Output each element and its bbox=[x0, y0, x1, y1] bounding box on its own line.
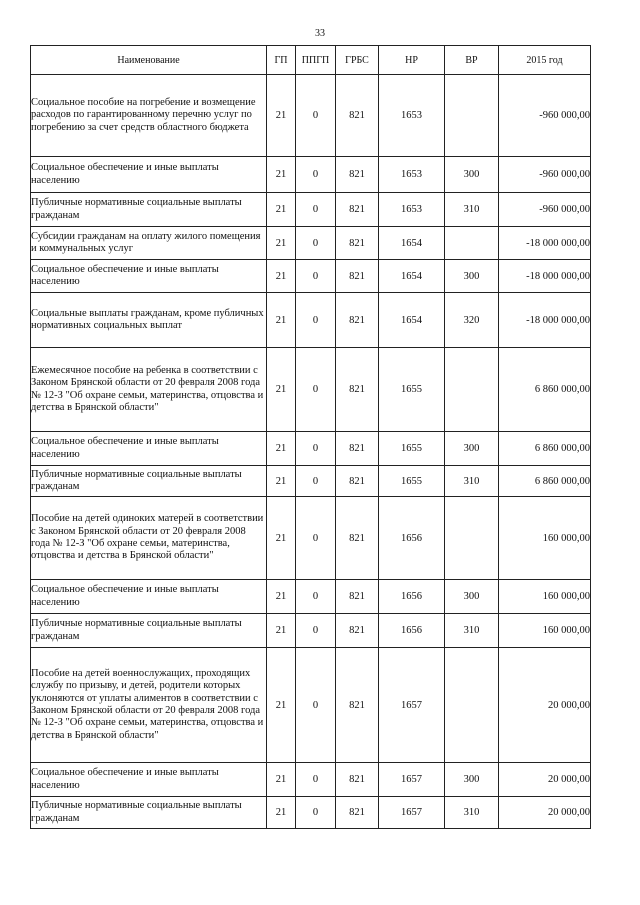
row-name: Социальное обеспечение и иные выплаты населению bbox=[31, 432, 267, 466]
table-row bbox=[31, 75, 591, 157]
row-nr: 1653 bbox=[379, 75, 445, 157]
header-gp: ГП bbox=[267, 46, 296, 75]
table-row bbox=[31, 348, 591, 432]
header-grbs: ГРБС bbox=[336, 46, 379, 75]
row-gp: 21 bbox=[267, 260, 296, 293]
row-name: Социальное обеспечение и иные выплаты населению bbox=[31, 157, 267, 193]
row-grbs: 821 bbox=[336, 797, 379, 829]
page-number: 33 bbox=[315, 28, 325, 39]
row-nr: 1654 bbox=[379, 260, 445, 293]
table-row bbox=[31, 157, 591, 193]
row-vr bbox=[445, 497, 499, 580]
row-nr: 1653 bbox=[379, 193, 445, 227]
row-amount: 6 860 000,00 bbox=[499, 348, 591, 432]
row-gp: 21 bbox=[267, 157, 296, 193]
row-vr: 300 bbox=[445, 260, 499, 293]
row-name: Публичные нормативные социальные выплаты гражданам bbox=[31, 797, 267, 829]
row-name: Социальное обеспечение и иные выплаты населению bbox=[31, 580, 267, 614]
table-row bbox=[31, 260, 591, 293]
row-amount: 6 860 000,00 bbox=[499, 432, 591, 466]
header-vr: ВР bbox=[445, 46, 499, 75]
row-gp: 21 bbox=[267, 293, 296, 348]
row-amount: -18 000 000,00 bbox=[499, 260, 591, 293]
row-amount: 6 860 000,00 bbox=[499, 466, 591, 497]
row-name: Социальное обеспечение и иные выплаты населению bbox=[31, 763, 267, 797]
row-ppgp: 0 bbox=[296, 797, 336, 829]
row-ppgp: 0 bbox=[296, 260, 336, 293]
row-grbs: 821 bbox=[336, 157, 379, 193]
row-amount: 160 000,00 bbox=[499, 497, 591, 580]
row-vr: 300 bbox=[445, 763, 499, 797]
row-amount: -18 000 000,00 bbox=[499, 293, 591, 348]
row-nr: 1657 bbox=[379, 648, 445, 763]
row-name: Публичные нормативные социальные выплаты гражданам bbox=[31, 614, 267, 648]
row-amount: -960 000,00 bbox=[499, 75, 591, 157]
row-grbs: 821 bbox=[336, 497, 379, 580]
row-vr: 320 bbox=[445, 293, 499, 348]
row-nr: 1655 bbox=[379, 432, 445, 466]
row-vr: 300 bbox=[445, 580, 499, 614]
row-nr: 1656 bbox=[379, 497, 445, 580]
row-grbs: 821 bbox=[336, 260, 379, 293]
row-nr: 1655 bbox=[379, 348, 445, 432]
row-grbs: 821 bbox=[336, 648, 379, 763]
row-gp: 21 bbox=[267, 193, 296, 227]
row-vr bbox=[445, 227, 499, 260]
row-nr: 1653 bbox=[379, 157, 445, 193]
row-vr: 310 bbox=[445, 614, 499, 648]
row-vr bbox=[445, 648, 499, 763]
table-row bbox=[31, 293, 591, 348]
row-grbs: 821 bbox=[336, 580, 379, 614]
row-nr: 1657 bbox=[379, 797, 445, 829]
row-ppgp: 0 bbox=[296, 648, 336, 763]
row-nr: 1656 bbox=[379, 580, 445, 614]
row-name: Субсидии гражданам на оплату жилого помещения и коммунальных услуг bbox=[31, 227, 267, 260]
row-grbs: 821 bbox=[336, 614, 379, 648]
row-name: Социальное обеспечение и иные выплаты населению bbox=[31, 260, 267, 293]
row-name: Ежемесячное пособие на ребенка в соответствии с Законом Брянской области от 20 февраля 2008 года № 12-З "Об охране семьи, материнства, отцовства и детства в Брянской области" bbox=[31, 348, 267, 432]
header-row bbox=[31, 46, 591, 75]
row-grbs: 821 bbox=[336, 466, 379, 497]
table-row bbox=[31, 763, 591, 797]
row-ppgp: 0 bbox=[296, 293, 336, 348]
header-name: Наименование bbox=[31, 46, 267, 75]
row-nr: 1654 bbox=[379, 293, 445, 348]
row-name: Социальное пособие на погребение и возмещение расходов по гарантированному перечню услуг по погребению за счет средств областного бюджета bbox=[31, 75, 267, 157]
row-gp: 21 bbox=[267, 497, 296, 580]
table-row bbox=[31, 227, 591, 260]
row-vr: 310 bbox=[445, 466, 499, 497]
row-name: Публичные нормативные социальные выплаты гражданам bbox=[31, 193, 267, 227]
row-vr bbox=[445, 75, 499, 157]
row-amount: 160 000,00 bbox=[499, 580, 591, 614]
table-row bbox=[31, 648, 591, 763]
row-ppgp: 0 bbox=[296, 348, 336, 432]
row-name: Социальные выплаты гражданам, кроме публичных нормативных социальных выплат bbox=[31, 293, 267, 348]
row-amount: -960 000,00 bbox=[499, 193, 591, 227]
row-ppgp: 0 bbox=[296, 580, 336, 614]
row-vr: 310 bbox=[445, 193, 499, 227]
row-amount: -18 000 000,00 bbox=[499, 227, 591, 260]
table-row bbox=[31, 497, 591, 580]
header-nr: НР bbox=[379, 46, 445, 75]
row-gp: 21 bbox=[267, 614, 296, 648]
table-row bbox=[31, 580, 591, 614]
row-ppgp: 0 bbox=[296, 466, 336, 497]
row-gp: 21 bbox=[267, 432, 296, 466]
row-name: Публичные нормативные социальные выплаты гражданам bbox=[31, 466, 267, 497]
row-nr: 1656 bbox=[379, 614, 445, 648]
row-ppgp: 0 bbox=[296, 157, 336, 193]
row-amount: 160 000,00 bbox=[499, 614, 591, 648]
row-name: Пособие на детей одиноких матерей в соответствии с Законом Брянской области от 20 февраля 2008 года № 12-З "Об охране семьи, материнства, отцовства и детства в Брянской области" bbox=[31, 497, 267, 580]
row-ppgp: 0 bbox=[296, 614, 336, 648]
row-ppgp: 0 bbox=[296, 432, 336, 466]
row-nr: 1655 bbox=[379, 466, 445, 497]
row-gp: 21 bbox=[267, 227, 296, 260]
row-amount: 20 000,00 bbox=[499, 797, 591, 829]
row-amount: 20 000,00 bbox=[499, 763, 591, 797]
row-grbs: 821 bbox=[336, 293, 379, 348]
table-row bbox=[31, 466, 591, 497]
row-gp: 21 bbox=[267, 763, 296, 797]
row-vr: 300 bbox=[445, 432, 499, 466]
row-grbs: 821 bbox=[336, 432, 379, 466]
row-vr bbox=[445, 348, 499, 432]
header-year: 2015 год bbox=[499, 46, 591, 75]
row-ppgp: 0 bbox=[296, 193, 336, 227]
row-amount: 20 000,00 bbox=[499, 648, 591, 763]
row-gp: 21 bbox=[267, 648, 296, 763]
row-nr: 1657 bbox=[379, 763, 445, 797]
row-ppgp: 0 bbox=[296, 75, 336, 157]
row-gp: 21 bbox=[267, 348, 296, 432]
row-gp: 21 bbox=[267, 797, 296, 829]
row-name: Пособие на детей военнослужащих, проходящих службу по призыву, и детей, родители которых уклоняются от уплаты алиментов в соответствии с Законом Брянской области от 20 февраля 2008 года № 12-З "Об охране семьи, материнства, отцовства и детства в Брянской области" bbox=[31, 648, 267, 763]
row-nr: 1654 bbox=[379, 227, 445, 260]
row-gp: 21 bbox=[267, 466, 296, 497]
row-ppgp: 0 bbox=[296, 763, 336, 797]
table-row bbox=[31, 614, 591, 648]
row-grbs: 821 bbox=[336, 193, 379, 227]
row-vr: 310 bbox=[445, 797, 499, 829]
header-ppgp: ППГП bbox=[296, 46, 336, 75]
row-grbs: 821 bbox=[336, 763, 379, 797]
budget-table bbox=[30, 45, 591, 829]
table-row bbox=[31, 432, 591, 466]
row-ppgp: 0 bbox=[296, 227, 336, 260]
row-vr: 300 bbox=[445, 157, 499, 193]
row-amount: -960 000,00 bbox=[499, 157, 591, 193]
row-gp: 21 bbox=[267, 580, 296, 614]
row-grbs: 821 bbox=[336, 227, 379, 260]
row-gp: 21 bbox=[267, 75, 296, 157]
table-row bbox=[31, 797, 591, 829]
row-grbs: 821 bbox=[336, 75, 379, 157]
table-row bbox=[31, 193, 591, 227]
row-ppgp: 0 bbox=[296, 497, 336, 580]
row-grbs: 821 bbox=[336, 348, 379, 432]
